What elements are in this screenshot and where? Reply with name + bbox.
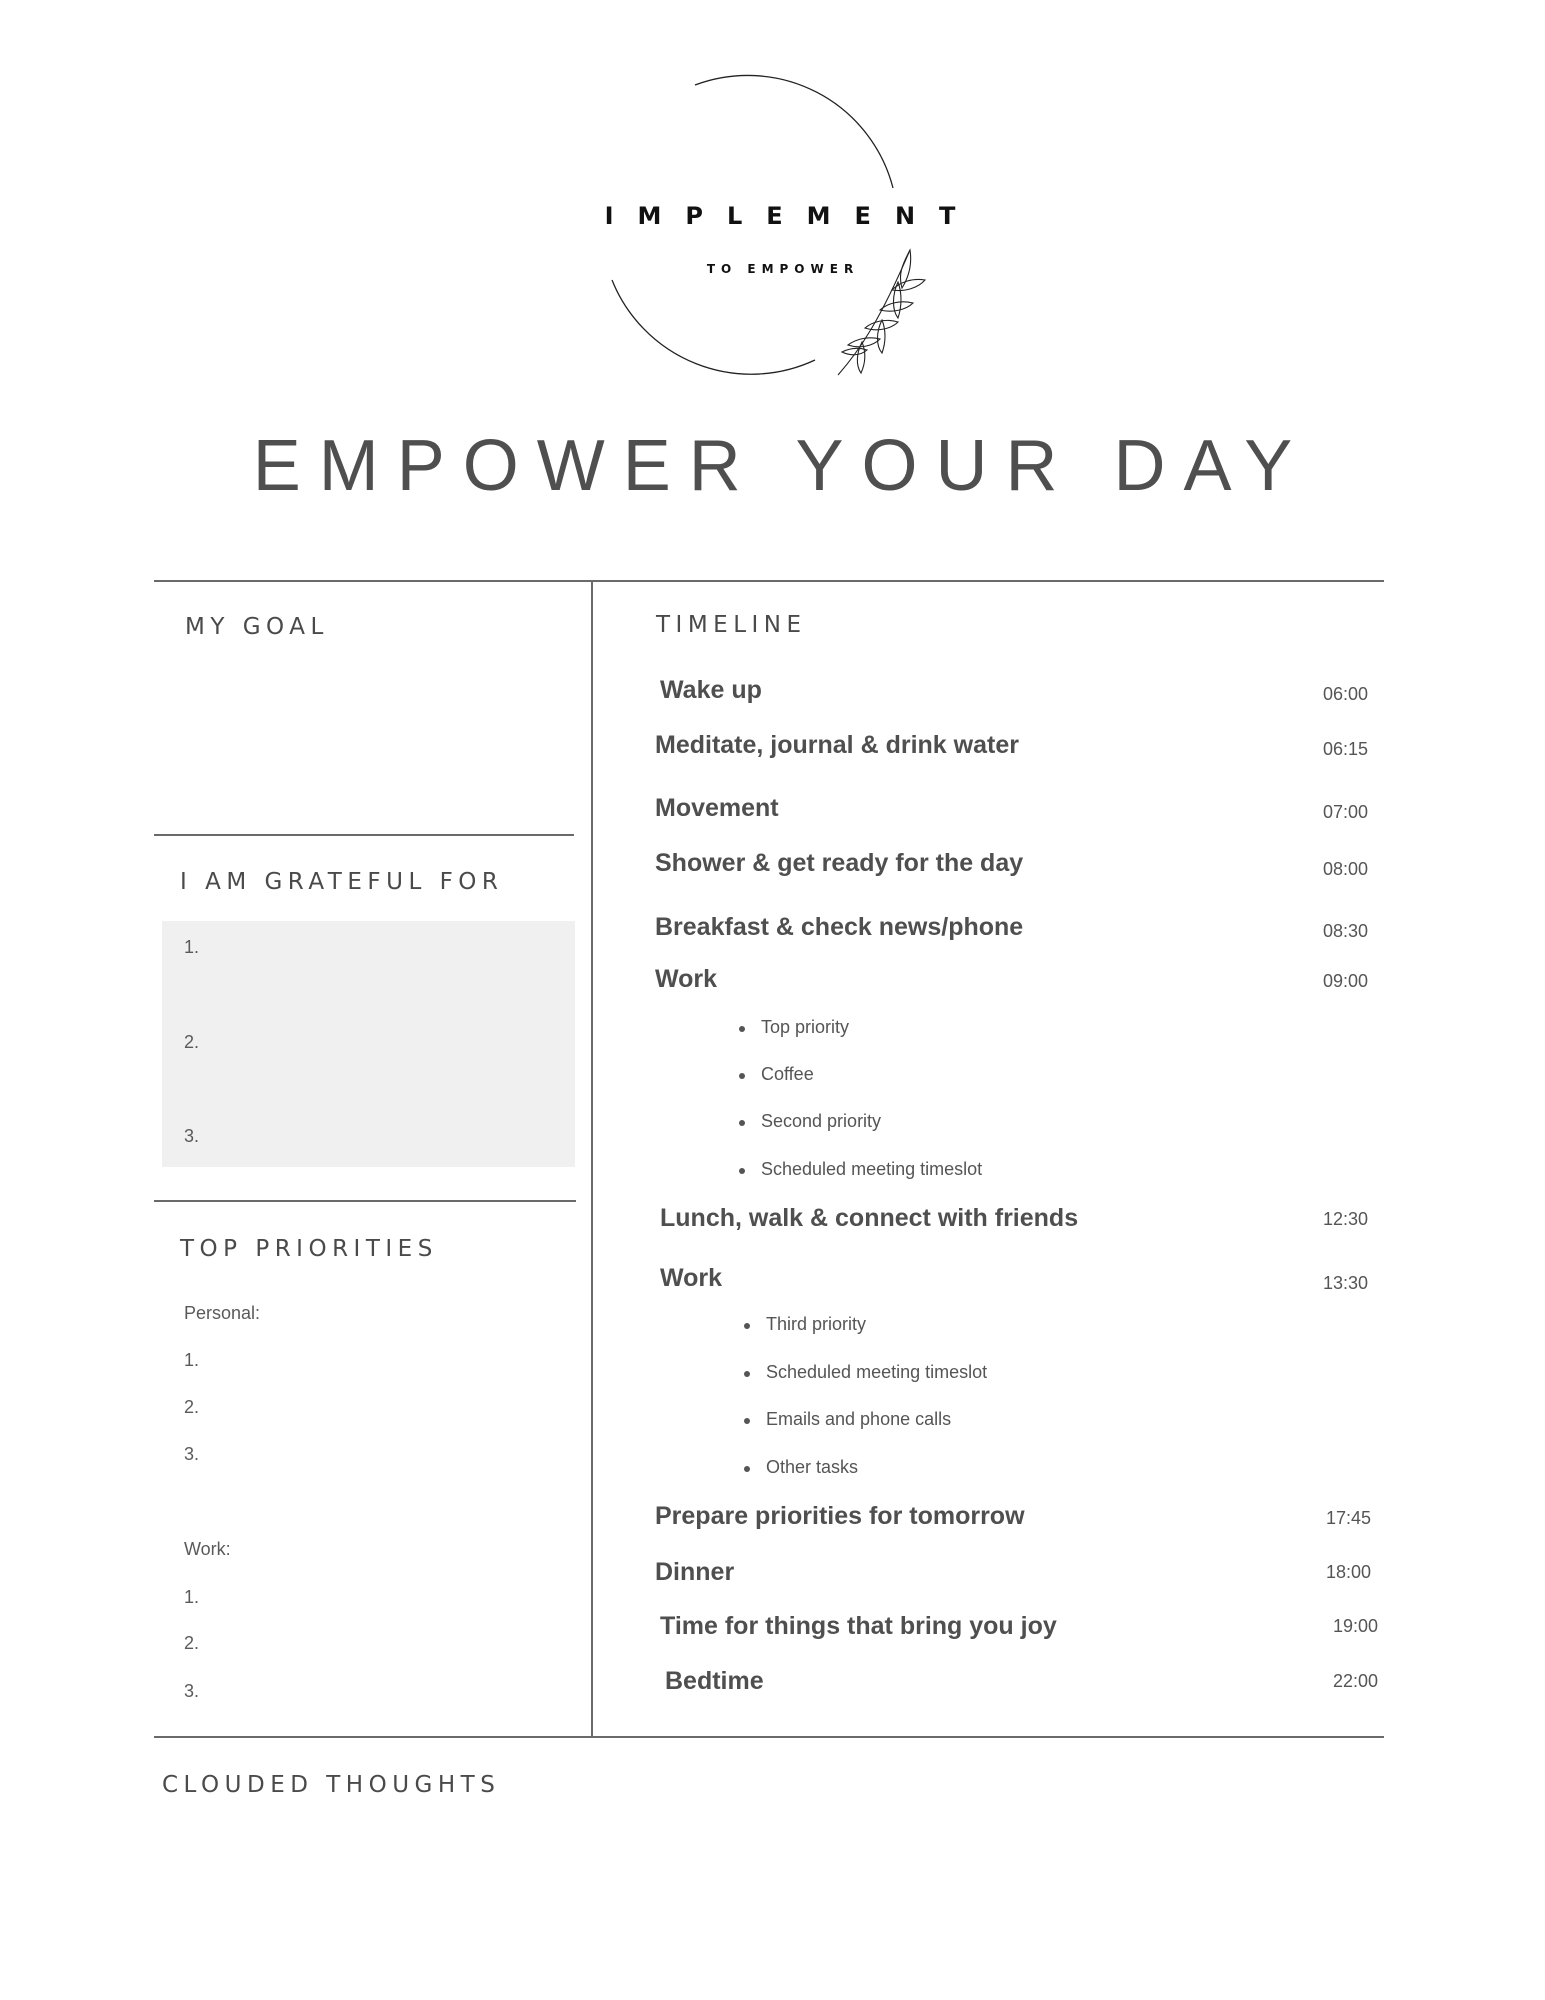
grateful-box — [162, 921, 575, 1167]
timeline-subitem: Scheduled meeting timeslot — [766, 1362, 988, 1382]
timeline-entry-label: Dinner — [655, 1558, 735, 1586]
thoughts-heading: CLOUDED THOUGHTS — [162, 1772, 501, 1798]
personal-item: 2. — [184, 1397, 200, 1417]
timeline-subitem: Second priority — [761, 1111, 882, 1131]
timeline-subitem: Emails and phone calls — [766, 1409, 952, 1429]
timeline-entry-time: 18:00 — [1326, 1562, 1372, 1582]
goal-divider — [154, 834, 574, 836]
timeline-entry-label: Lunch, walk & connect with friends — [660, 1204, 1079, 1232]
goal-heading: MY GOAL — [185, 614, 329, 640]
timeline-entry-time: 19:00 — [1333, 1616, 1379, 1636]
grateful-item: 3. — [184, 1126, 200, 1146]
timeline-entry-time: 07:00 — [1323, 802, 1369, 822]
logo-wordmark: IMPLEMENT — [604, 202, 980, 230]
timeline-subitem: Coffee — [761, 1064, 814, 1084]
timeline-entry-label: Movement — [655, 794, 779, 822]
bottom-divider — [154, 1736, 1384, 1738]
timeline-entry-label: Breakfast & check news/phone — [655, 913, 1024, 941]
timeline-entry-time: 09:00 — [1323, 971, 1369, 991]
top-divider — [154, 580, 1384, 582]
timeline-entry-time: 06:00 — [1323, 684, 1369, 704]
timeline-entry-time: 06:15 — [1323, 739, 1369, 759]
timeline-subitem: Top priority — [761, 1017, 850, 1037]
timeline-entry-time: 12:30 — [1323, 1209, 1369, 1229]
timeline-subitem: Scheduled meeting timeslot — [761, 1159, 983, 1179]
timeline-entry-time: 08:00 — [1323, 859, 1369, 879]
timeline-subitem: Third priority — [766, 1314, 867, 1334]
timeline-entry-label: Bedtime — [665, 1667, 764, 1695]
work-item: 3. — [184, 1681, 200, 1701]
timeline-entry-time: 22:00 — [1333, 1671, 1379, 1691]
priorities-heading: TOP PRIORITIES — [180, 1236, 438, 1262]
personal-label: Personal: — [184, 1303, 261, 1323]
grateful-divider — [154, 1200, 576, 1202]
timeline-subitem: Other tasks — [766, 1457, 859, 1477]
grateful-item: 2. — [184, 1032, 200, 1052]
grateful-heading: I AM GRATEFUL FOR — [180, 869, 504, 895]
work-item: 2. — [184, 1633, 200, 1653]
personal-item: 1. — [184, 1350, 200, 1370]
timeline-entry-label: Shower & get ready for the day — [655, 849, 1024, 877]
timeline-entry-label: Wake up — [660, 676, 762, 704]
timeline-entry-label: Time for things that bring you joy — [660, 1612, 1057, 1640]
work-label: Work: — [184, 1539, 231, 1559]
work-item: 1. — [184, 1587, 200, 1607]
timeline-entry-label: Work — [660, 1264, 723, 1292]
brand-logo — [580, 60, 980, 390]
timeline-entry-label: Prepare priorities for tomorrow — [655, 1502, 1025, 1530]
timeline-entry-label: Work — [655, 965, 718, 993]
timeline-entry-time: 08:30 — [1323, 921, 1369, 941]
grateful-item: 1. — [184, 937, 200, 957]
timeline-entry-time: 13:30 — [1323, 1273, 1369, 1293]
timeline-heading: TIMELINE — [656, 612, 807, 638]
column-divider — [591, 581, 593, 1737]
page-title: EMPOWER YOUR DAY — [252, 426, 1311, 506]
logo-tagline: TO EMPOWER — [706, 262, 860, 276]
timeline-entry-label: Meditate, journal & drink water — [655, 731, 1019, 759]
timeline-entry-time: 17:45 — [1326, 1508, 1372, 1528]
personal-item: 3. — [184, 1444, 200, 1464]
